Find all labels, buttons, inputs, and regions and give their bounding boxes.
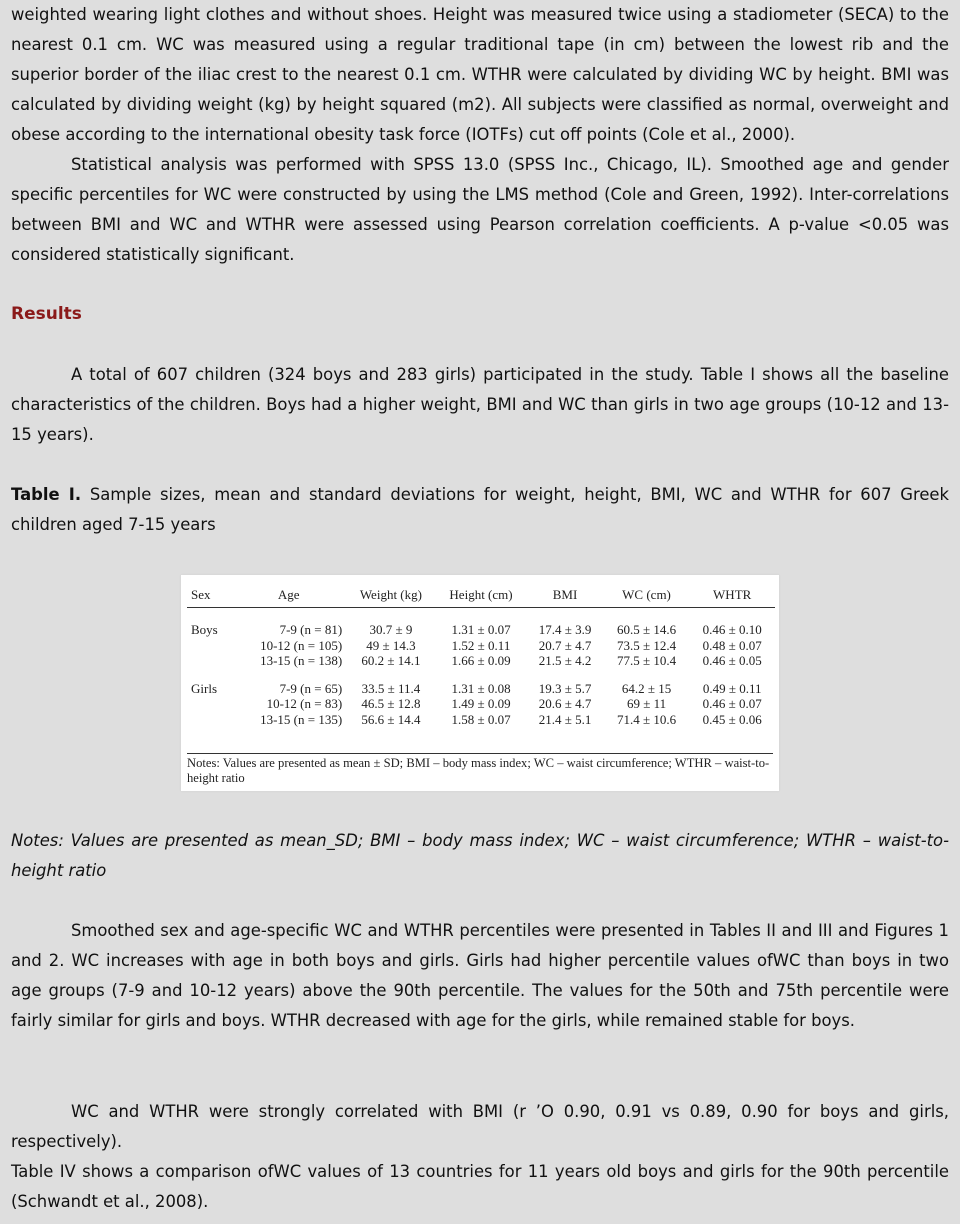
methods-paragraph: weighted wearing light clothes and without shoes. Height was measured twice using a stadiometer (SECA) to the nearest 0.1 cm. WC was measured using a regular traditional tape (in cm) between the lowest rib and the superior border of the iliac crest to the nearest 0.1 cm. WTHR were calculated by dividing WC by height. BMI was calculated by dividing weight (kg) by height squared (m2). All subjects were classified as normal, overweight and obese according to the international obesity task force (IOTFs) cut off points (Cole et al., 2000). — [11, 5, 949, 144]
table-cell: 56.6 ± 14.4 — [361, 711, 421, 727]
table-note: Notes: Values are presented as mean ± SD; BMI – body mass index; WC – waist circumference; WTHR – waist-to-height ratio — [187, 753, 773, 786]
table-cell: 0.46 ± 0.10 — [702, 622, 762, 637]
table-cell: 7-9 (n = 81) — [279, 622, 343, 637]
table-cell: 60.5 ± 14.6 — [616, 622, 677, 637]
table-cell: 1.49 ± 0.09 — [451, 696, 511, 711]
comparison-paragraph: Table IV shows a comparison ofWC values of 13 countries for 11 years old boys and girls for the 90th percentile (Schwandt et al., 2008). — [11, 1162, 949, 1211]
table-cell — [187, 653, 231, 669]
table-cell: 71.4 ± 10.6 — [616, 711, 677, 727]
table-cell: 21.5 ± 4.2 — [538, 653, 592, 668]
table-spacer-row — [187, 669, 775, 681]
header-wc: WC (cm) — [604, 585, 690, 608]
header-age: Age — [231, 585, 346, 608]
table-cell: 73.5 ± 12.4 — [616, 637, 677, 653]
table-cell: 1.52 ± 0.11 — [451, 637, 511, 653]
table-cell: 49 ± 14.3 — [366, 637, 416, 653]
table-cell: 69 ± 11 — [626, 696, 667, 711]
results-heading: Results — [11, 304, 82, 324]
table-cell — [187, 638, 231, 654]
table-cell: 20.6 ± 4.7 — [538, 696, 592, 711]
notes-paragraph: Notes: Values are presented as mean_SD; BMI – body mass index; WC – waist circumference; WTHR – waist-to-height ratio — [11, 831, 949, 880]
table-cell: 19.3 ± 5.7 — [538, 680, 592, 696]
table-cell: 60.2 ± 14.1 — [361, 653, 421, 668]
header-height: Height (cm) — [436, 585, 527, 608]
table-cell: 7-9 (n = 65) — [279, 680, 343, 696]
table-cell: 10-12 (n = 105) — [260, 637, 343, 653]
baseline-table — [187, 585, 775, 727]
table-cell: 0.45 ± 0.06 — [702, 711, 762, 727]
correlation-paragraph: WC and WTHR were strongly correlated with BMI (r ’O 0.90, 0.91 vs 0.89, 0.90 for boys and girls, respectively). — [11, 1102, 949, 1151]
table-cell: 10-12 (n = 83) — [266, 696, 343, 711]
table-caption-label: Table I. — [11, 485, 82, 504]
table-cell: 1.31 ± 0.08 — [451, 680, 511, 696]
table-cell: 77.5 ± 10.4 — [616, 653, 677, 668]
table-cell: 64.2 ± 15 — [621, 680, 672, 696]
table-cell — [187, 696, 231, 712]
table-cell: 1.66 ± 0.09 — [451, 653, 511, 668]
table-cell: 46.5 ± 12.8 — [361, 696, 421, 711]
table-header-row — [187, 585, 775, 608]
table-cell: 1.58 ± 0.07 — [451, 711, 511, 727]
header-sex: Sex — [187, 585, 231, 608]
table-cell: 30.7 ± 9 — [369, 622, 413, 637]
table-row — [187, 653, 775, 669]
table-cell: 13-15 (n = 135) — [260, 711, 343, 727]
header-weight: Weight (kg) — [346, 585, 435, 608]
table-cell: 0.46 ± 0.07 — [702, 696, 762, 711]
table-cell: 21.4 ± 5.1 — [538, 711, 592, 727]
table-cell: 13-15 (n = 138) — [260, 653, 343, 668]
table-cell: 0.49 ± 0.11 — [702, 680, 762, 696]
table-cell — [187, 712, 231, 728]
results-paragraph: A total of 607 children (324 boys and 283 girls) participated in the study. Table I shows all the baseline characteristics of the children. Boys had a higher weight, BMI and WC than girls in two age groups (10-12 and 13-15 years). — [11, 365, 949, 444]
table-caption — [11, 480, 949, 540]
table-cell: 33.5 ± 11.4 — [361, 680, 421, 696]
sex-label-boys: Boys — [191, 622, 218, 637]
table-row — [187, 696, 775, 712]
table-cell: 1.31 ± 0.07 — [451, 622, 511, 637]
header-bmi: BMI — [526, 585, 603, 608]
table-cell: 0.48 ± 0.07 — [702, 637, 762, 653]
table-row — [187, 681, 775, 697]
table-1-image — [181, 575, 779, 791]
table-caption-text: Sample sizes, mean and standard deviations for weight, height, BMI, WC and WTHR for 607 Greek children aged 7-15 years — [11, 485, 949, 534]
table-row — [187, 712, 775, 728]
table-cell: 20.7 ± 4.7 — [538, 637, 592, 653]
table-row — [187, 608, 775, 638]
percentiles-paragraph: Smoothed sex and age-specific WC and WTHR percentiles were presented in Tables II and III and Figures 1 and 2. WC increases with age in both boys and girls. Girls had higher percentile values ofWC than boys in two age groups (7-9 and 10-12 years) above the 90th percentile. The values for the 50th and 75th percentile were fairly similar for girls and boys. WTHR decreased with age for the girls, while remained stable for boys. — [11, 921, 949, 1030]
sex-label-girls: Girls — [191, 680, 217, 696]
table-row — [187, 638, 775, 654]
table-cell: 0.46 ± 0.05 — [702, 653, 762, 668]
header-whtr: WHTR — [689, 585, 775, 608]
statistics-paragraph: Statistical analysis was performed with SPSS 13.0 (SPSS Inc., Chicago, IL). Smoothed age and gender specific percentiles for WC were constructed by using the LMS method (Cole and Green, 1992). Inter-correlations between BMI and WC and WTHR were assessed using Pearson correlation coefficients. A p-value <0.05 was considered statistically significant. — [11, 155, 949, 264]
table-cell: 17.4 ± 3.9 — [538, 622, 592, 637]
